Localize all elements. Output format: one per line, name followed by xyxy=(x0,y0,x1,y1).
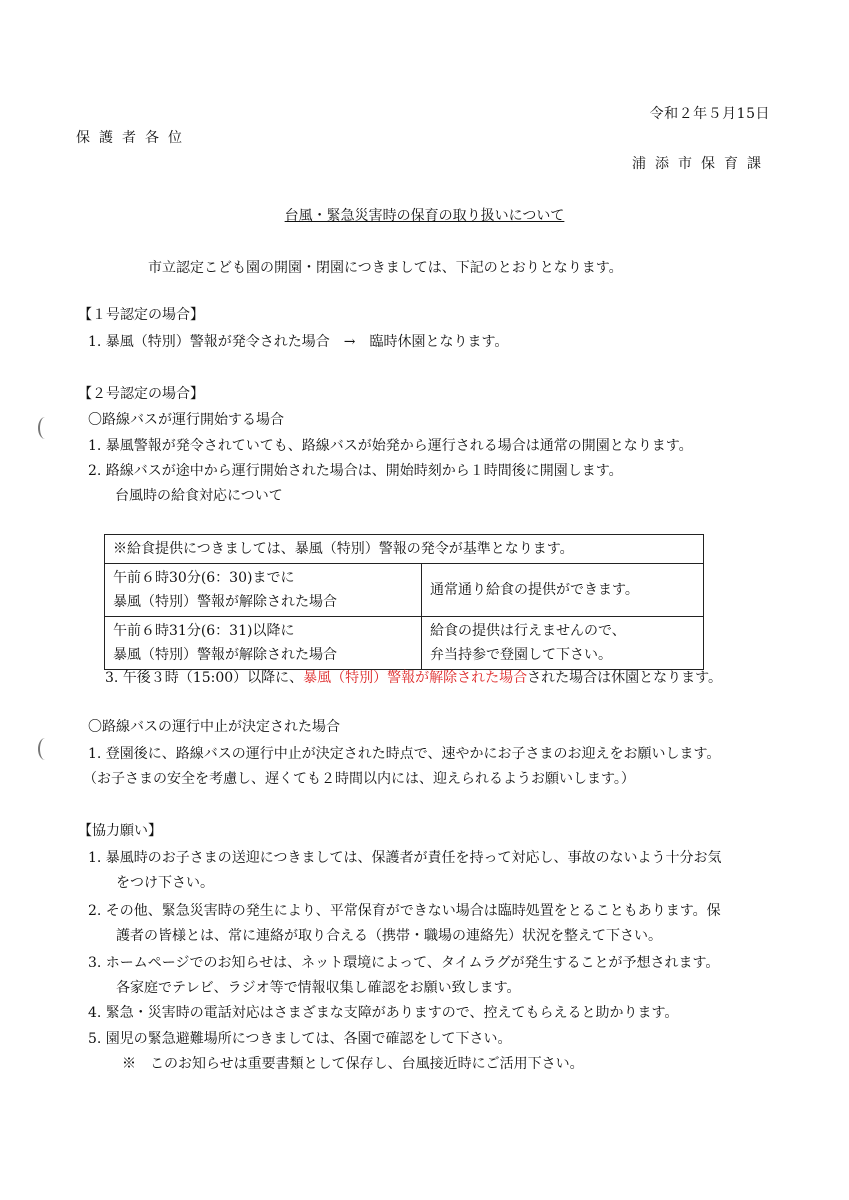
table-header-cell: ※給食提供につきましては、暴風（特別）警報の発令が基準となります。 xyxy=(105,535,704,564)
table-cell xyxy=(105,564,422,617)
cell-line: 午前６時31分(6：31)以降に xyxy=(113,623,295,639)
cell-line: 弁当持参で登園して下さい。 xyxy=(430,647,612,663)
section1-heading: 【１号認定の場合】 xyxy=(78,307,204,323)
table-cell xyxy=(422,617,704,670)
punch-hole-mark xyxy=(38,738,52,760)
section2-heading: 【２号認定の場合】 xyxy=(78,386,204,402)
meal-heading: 台風時の給食対応について xyxy=(115,488,283,504)
section3-item-4: 4. 緊急・災害時の電話対応はさまざまな支障がありますので、控えてもらえると助かります。 xyxy=(88,1005,679,1021)
bus-start-heading: 〇路線バスが運行開始する場合 xyxy=(88,412,284,428)
section2-item-1: 1. 暴風警報が発令されていても、路線バスが始発から運行される場合は通常の開園となります。 xyxy=(88,438,693,454)
item3-text-a: 3. 午後３時（15:00）以降に、 xyxy=(105,670,304,686)
section3-heading: 【協力願い】 xyxy=(78,823,162,839)
table-row xyxy=(105,535,704,564)
section1-item: 1. 暴風（特別）警報が発令された場合 → 臨時休園となります。 xyxy=(88,334,509,350)
bus-stop-item-1: 1. 登園後に、路線バスの運行中止が決定された時点で、速やかにお子さまのお迎えをお願いします。 xyxy=(88,746,721,762)
cell-line: 暴風（特別）警報が解除された場合 xyxy=(113,647,337,663)
punch-hole-mark xyxy=(38,417,52,439)
document-date: 令和２年５月15日 xyxy=(649,106,770,122)
table-cell xyxy=(105,617,422,670)
cell-line: 午前６時30分(6：30)までに xyxy=(113,570,295,586)
title-text: 台風・緊急災害時の保育の取り扱いについて xyxy=(284,208,565,224)
item3-highlight: 暴風（特別）警報が解除された場合 xyxy=(303,670,528,686)
closing-note: ※ このお知らせは重要書類として保存し、台風接近時にご活用下さい。 xyxy=(122,1056,584,1072)
section3-item-3: 3. ホームページでのお知らせは、ネット環境によって、タイムラグが発生することが予想されます。 xyxy=(88,955,720,971)
document-title xyxy=(0,205,849,225)
table-row xyxy=(105,564,704,617)
section3-item-2: 2. その他、緊急災害時の発生により、平常保育ができない場合は臨時処置をとることもあります。保 xyxy=(88,903,721,919)
item3-text-b: された場合は休園となります。 xyxy=(527,670,723,686)
addressee: 保護者各位 xyxy=(76,130,191,146)
table-cell: 通常通り給食の提供ができます。 xyxy=(422,564,704,617)
section3-item-2-cont: 護者の皆様とは、常に連絡が取り合える（携帯・職場の連絡先）状況を整えて下さい。 xyxy=(116,928,662,944)
section2-item-3 xyxy=(105,667,722,687)
bus-stop-note: （お子さまの安全を考慮し、遅くても２時間以内には、迎えられるようお願いします。） xyxy=(83,771,635,787)
cell-line: 暴風（特別）警報が解除された場合 xyxy=(113,594,337,610)
section3-item-3-cont: 各家庭でテレビ、ラジオ等で情報収集し確認をお願い致します。 xyxy=(116,980,521,996)
section3-item-5: 5. 園児の緊急避難場所につきましては、各園で確認をして下さい。 xyxy=(88,1031,512,1047)
cell-line: 給食の提供は行えませんので、 xyxy=(430,623,626,639)
intro-text: 市立認定こども園の開園・閉園につきましては、下記のとおりとなります。 xyxy=(148,260,623,276)
meal-table xyxy=(104,534,704,670)
table-row xyxy=(105,617,704,670)
section3-item-1: 1. 暴風時のお子さまの送迎につきましては、保護者が責任を持って対応し、事故のないよう十分お気 xyxy=(88,850,722,866)
section2-item-2: 2. 路線バスが途中から運行開始された場合は、開始時刻から１時間後に開園します。 xyxy=(88,463,623,479)
bus-stop-heading: 〇路線バスの運行中止が決定された場合 xyxy=(88,719,340,735)
sender: 浦添市保育課 xyxy=(632,156,770,172)
section3-item-1-cont: をつけ下さい。 xyxy=(116,875,214,891)
